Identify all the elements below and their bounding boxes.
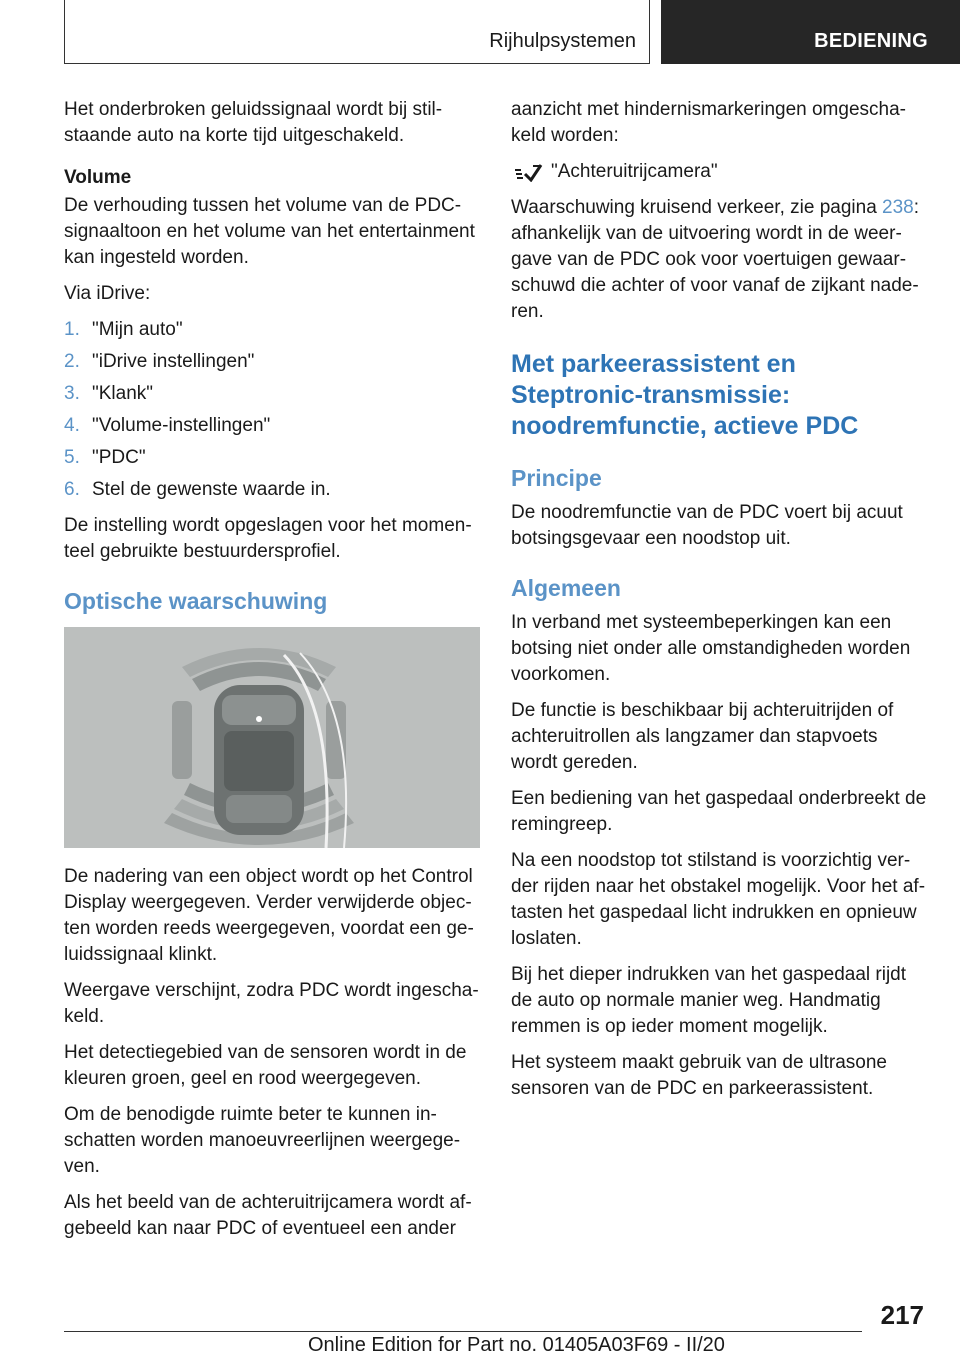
intro-paragraph: Het onderbroken geluidssignaal wordt bij stilstaande auto na korte tijd uitgeschakeld. bbox=[64, 99, 443, 146]
general-paragraph-6: Het systeem maakt gebruik van de ultrasone sensoren van de PDC en parkeerassistent. bbox=[511, 1052, 887, 1099]
step-number: 3. bbox=[64, 383, 80, 404]
header-divider bbox=[649, 0, 650, 64]
step-item bbox=[64, 381, 482, 413]
step-item bbox=[64, 349, 482, 381]
step-text: "iDrive instellingen" bbox=[92, 351, 255, 372]
step-number: 5. bbox=[64, 447, 80, 468]
principle-heading: Principe bbox=[511, 465, 602, 491]
step-number: 6. bbox=[64, 479, 80, 500]
footer-rule bbox=[64, 1331, 862, 1332]
emergency-brake-heading: Met parkeerassistent en Steptronic-transmissie: noodremfunctie, actieve PDC bbox=[511, 350, 859, 440]
manoeuvre-lines-paragraph: Om de benodigde ruimte beter te kunnen inschatten worden manoeuvreerlijnen weergegeven. bbox=[64, 1104, 461, 1177]
page-link-238[interactable]: 238 bbox=[882, 197, 914, 218]
camera-menu-line bbox=[511, 159, 929, 185]
idrive-intro: Via iDrive: bbox=[64, 283, 151, 304]
left-column bbox=[64, 97, 482, 1252]
right-column bbox=[511, 97, 929, 1112]
camera-menu-label: "Achteruitrijcamera" bbox=[551, 161, 718, 182]
step-number: 4. bbox=[64, 415, 80, 436]
page-number: 217 bbox=[880, 1300, 924, 1330]
optical-warning-heading: Optische waarschuwing bbox=[64, 588, 328, 614]
header-section-title: Rijhulpsystemen bbox=[489, 30, 636, 52]
general-paragraph-4: Na een noodstop tot stilstand is voorzichtig verder rijden naar het obstakel mogelijk. Voor het aftasten het gaspedaal licht indrukken en opnieuw loslaten. bbox=[511, 850, 926, 949]
header-bottom-rule bbox=[64, 63, 650, 64]
header-left-rule bbox=[64, 0, 65, 64]
step-item bbox=[64, 413, 482, 445]
step-text: "PDC" bbox=[92, 447, 146, 468]
step-text: Stel de gewenste waarde in. bbox=[92, 479, 331, 500]
rear-camera-icon bbox=[511, 162, 549, 182]
cross-traffic-paragraph bbox=[511, 195, 929, 325]
general-paragraph-1: In verband met systeembeperkingen kan een botsing niet onder alle omstandigheden worden voorkomen. bbox=[511, 612, 911, 685]
general-paragraph-5: Bij het dieper indrukken van het gaspedaal rijdt de auto op normale manier weg. Handmatig remmen is op ieder moment mogelijk. bbox=[511, 964, 907, 1037]
switch-view-paragraph: aanzicht met hindernismarkeringen omgeschakeld worden: bbox=[511, 99, 906, 146]
principle-paragraph: De noodremfunctie van de PDC voert bij acuut botsingsgevaar een noodstop uit. bbox=[511, 502, 903, 549]
step-number: 2. bbox=[64, 351, 80, 372]
step-number: 1. bbox=[64, 319, 80, 340]
general-paragraph-2: De functie is beschikbaar bij achteruitrijden of achteruitrollen als langzamer dan stapvoets wordt gereden. bbox=[511, 700, 894, 773]
rear-camera-paragraph: Als het beeld van de achteruitrijcamera wordt afgebeeld kan naar PDC of eventueel een ander bbox=[64, 1192, 472, 1239]
pdc-display-illustration bbox=[64, 627, 480, 848]
cross-traffic-text-cont: : afhankelijk van de uitvoering wordt in de weergave van de PDC ook voor voertuigen gewaarschuwd die achter of voor vanaf de zijkant naderen. bbox=[511, 197, 920, 322]
step-item bbox=[64, 477, 482, 509]
general-heading: Algemeen bbox=[511, 575, 621, 601]
display-on-paragraph: Weergave verschijnt, zodra PDC wordt ingeschakeld. bbox=[64, 980, 479, 1027]
step-text: "Volume-instellingen" bbox=[92, 415, 271, 436]
step-text: "Mijn auto" bbox=[92, 319, 183, 340]
header-chapter-label: BEDIENING bbox=[814, 30, 928, 52]
general-paragraph-3: Een bediening van het gaspedaal onderbreekt de remingreep. bbox=[511, 788, 927, 835]
idrive-steps bbox=[64, 317, 482, 509]
cross-traffic-text: Waarschuwing kruisend verkeer, zie pagina bbox=[511, 197, 883, 218]
header-chapter-tab bbox=[661, 0, 960, 64]
step-item bbox=[64, 445, 482, 477]
step-text: "Klank" bbox=[92, 383, 154, 404]
detection-colors-paragraph: Het detectiegebied van de sensoren wordt in de kleuren groen, geel en rood weergegeven. bbox=[64, 1042, 467, 1089]
footer-edition: Online Edition for Part no. 01405A03F69 - II/20 bbox=[308, 1334, 725, 1356]
saved-paragraph: De instelling wordt opgeslagen voor het momenteel gebruikte bestuurdersprofiel. bbox=[64, 515, 472, 562]
approach-paragraph: De nadering van een object wordt op het Control Display weergegeven. Verder verwijderde objecten worden reeds weergegeven, voordat een geluidssignaal klinkt. bbox=[64, 866, 474, 965]
step-item bbox=[64, 317, 482, 349]
volume-paragraph: De verhouding tussen het volume van de PDC-signaaltoon en het volume van het entertainment kan ingesteld worden. bbox=[64, 195, 475, 268]
pdc-car-graphic bbox=[64, 627, 480, 848]
volume-heading: Volume bbox=[64, 167, 132, 188]
